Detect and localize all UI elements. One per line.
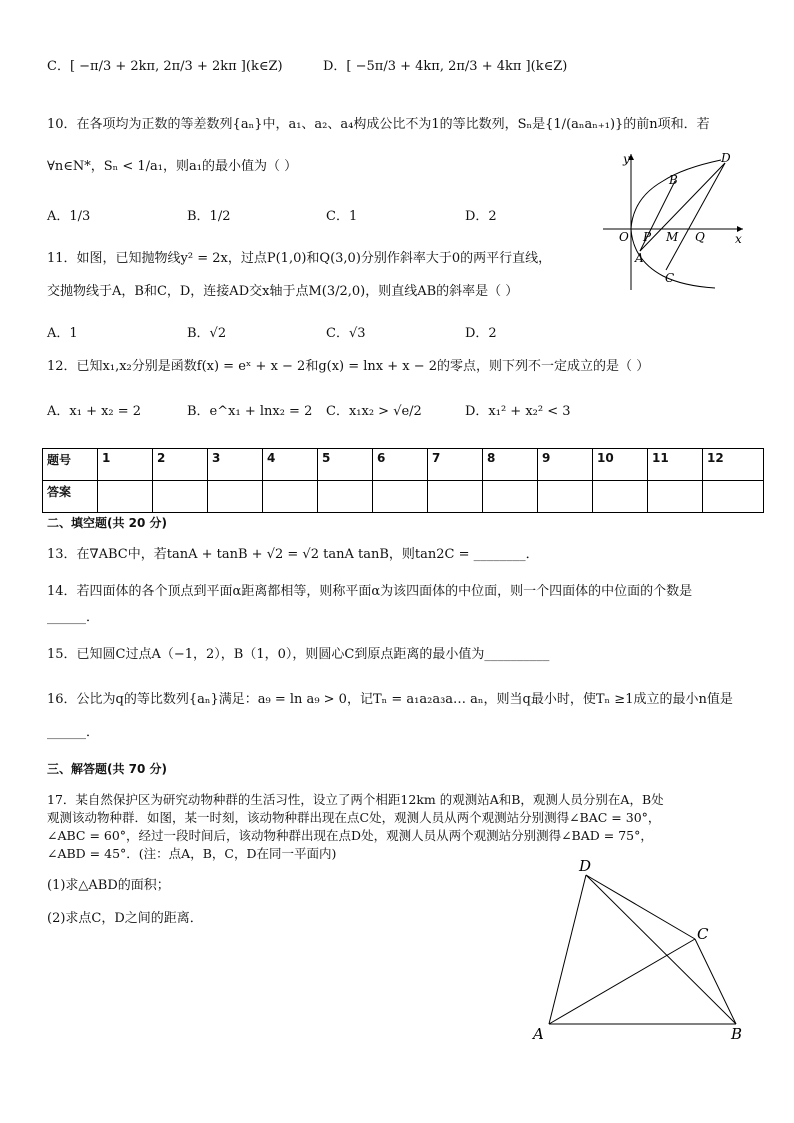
q14-line2: ______． — [47, 610, 100, 625]
label-a: A — [635, 251, 644, 265]
label-a: A — [533, 1025, 544, 1043]
label-q: Q — [695, 230, 705, 244]
answer-table-number: 12 — [703, 449, 764, 481]
answer-cell[interactable] — [703, 481, 764, 513]
q10-option-b: B．1/2 — [187, 209, 231, 224]
answer-cell[interactable] — [538, 481, 593, 513]
q17-part1: (1)求△ABD的面积； — [47, 878, 170, 893]
q11-option-d: D．2 — [465, 326, 497, 341]
q11-option-a: A．1 — [47, 326, 78, 341]
q17-line3: ∠ABC = 60°，经过一段时间后，该动物种群出现在点D处，观测人员从两个观测站分别测得∠BAD = 75°， — [47, 828, 653, 843]
q17-line2: 观测该动物种群．如图，某一时刻，该动物种群出现在点C处，观测人员从两个观测站分别测得∠BAC = 30°， — [47, 810, 661, 825]
label-d: D — [579, 857, 592, 875]
label-b: B — [669, 173, 678, 187]
section-solution-title: 三、解答题(共 70 分) — [47, 762, 168, 776]
side-ac — [549, 939, 695, 1024]
q16-line2: ______． — [47, 725, 100, 740]
q17-line4: ∠ABD = 45°．(注：点A，B，C，D在同一平面内) — [47, 846, 337, 861]
q17-part2: (2)求点C，D之间的距离． — [47, 911, 203, 926]
q11-option-c: C．√3 — [326, 326, 366, 341]
side-bd — [586, 875, 736, 1024]
side-bc — [695, 939, 736, 1024]
label-c: C — [697, 925, 709, 943]
label-d: D — [721, 151, 731, 165]
q11-option-b: B．√2 — [187, 326, 227, 341]
answer-table-number-label: 题号 — [43, 449, 98, 481]
q12-option-c: C．x₁x₂ > √e/2 — [326, 404, 422, 419]
q15-text: 15．已知圆C过点A（−1，2），B（1，0），则圆心C到原点距离的最小值为__________ — [47, 647, 550, 662]
q12-option-d: D．x₁² + x₂² < 3 — [465, 404, 571, 419]
label-m: M — [666, 230, 679, 244]
q12-line1: 12．已知x₁,x₂分别是函数f(x) = eˣ + x − 2和g(x) = lnx + x − 2的零点，则下列不一定成立的是（ ） — [47, 359, 650, 374]
q14-line1: 14．若四面体的各个顶点到平面α距离都相等，则称平面α为该四面体的中位面，则一个四面体的中位面的个数是 — [47, 584, 693, 599]
q10-line2: ∀n∈N*，Sₙ < 1/a₁，则a₁的最小值为（ ） — [47, 159, 298, 174]
q10-option-d: D．2 — [465, 209, 497, 224]
answer-table-number: 3 — [208, 449, 263, 481]
q11-line1: 11．如图，已知抛物线y² = 2x，过点P(1,0)和Q(3,0)分别作斜率大于0的两平行直线， — [47, 251, 552, 266]
answer-table-number: 5 — [318, 449, 373, 481]
answer-table-number: 8 — [483, 449, 538, 481]
label-c: C — [665, 271, 675, 285]
answer-cell[interactable] — [208, 481, 263, 513]
answer-table-number: 11 — [648, 449, 703, 481]
answer-table-number: 9 — [538, 449, 593, 481]
answer-table-number: 6 — [373, 449, 428, 481]
answer-cell[interactable] — [263, 481, 318, 513]
q10-line1: 10．在各项均为正数的等差数列{aₙ}中，a₁、a₂、a₄构成公比不为1的等比数列，Sₙ是{1/(aₙaₙ₊₁)}的前n项和．若 — [47, 117, 710, 132]
answer-cell[interactable] — [153, 481, 208, 513]
answer-table-number: 1 — [98, 449, 153, 481]
answer-cell[interactable] — [593, 481, 648, 513]
answer-cell[interactable] — [373, 481, 428, 513]
answer-table-answer-label: 答案 — [43, 481, 98, 513]
q12-option-a: A．x₁ + x₂ = 2 — [47, 404, 142, 419]
answer-cell[interactable] — [98, 481, 153, 513]
answer-cell[interactable] — [648, 481, 703, 513]
answer-table-number-row — [43, 449, 764, 481]
parabola-figure — [603, 148, 753, 290]
answer-table-number: 2 — [153, 449, 208, 481]
answer-cell[interactable] — [318, 481, 373, 513]
answer-cell[interactable] — [483, 481, 538, 513]
label-p: P — [643, 230, 652, 244]
triangle-figure — [530, 855, 750, 1045]
answer-table-number: 10 — [593, 449, 648, 481]
q10-option-a: A．1/3 — [47, 209, 91, 224]
answer-table — [42, 448, 764, 513]
line-ad — [640, 163, 725, 251]
q16-line1: 16．公比为q的等比数列{aₙ}满足：a₉ = ln a₉ > 0，记Tₙ = a₁a₂a₃a… aₙ，则当q最小时，使Tₙ ≥1成立的最小n值是 — [47, 692, 733, 707]
q12-option-b: B．e^x₁ + lnx₂ = 2 — [187, 404, 313, 419]
answer-table-number: 7 — [428, 449, 483, 481]
q9-option-c: C．[ −π/3 + 2kπ, 2π/3 + 2kπ ](k∈Z) — [47, 59, 283, 74]
label-y: y — [623, 152, 630, 166]
side-ad — [549, 875, 586, 1024]
answer-table-answer-row — [43, 481, 764, 513]
label-x: x — [735, 232, 742, 246]
label-b: B — [731, 1025, 743, 1043]
q11-line2: 交抛物线于A，B和C，D，连接AD交x轴于点M(3/2,0)，则直线AB的斜率是（ ） — [47, 284, 519, 299]
q17-line1: 17．某自然保护区为研究动物种群的生活习性，设立了两个相距12km 的观测站A和B，观测人员分别在A，B处 — [47, 792, 664, 807]
answer-table-number: 4 — [263, 449, 318, 481]
q13-text: 13．在∇ABC中，若tanA + tanB + √2 = √2 tanA tanB，则tan2C = ________． — [47, 547, 539, 562]
label-o: O — [619, 230, 629, 244]
q10-option-c: C．1 — [326, 209, 358, 224]
section-fill-blank-title: 二、填空题(共 20 分) — [47, 516, 168, 530]
q9-option-d: D．[ −5π/3 + 4kπ, 2π/3 + 4kπ ](k∈Z) — [323, 59, 568, 74]
answer-cell[interactable] — [428, 481, 483, 513]
